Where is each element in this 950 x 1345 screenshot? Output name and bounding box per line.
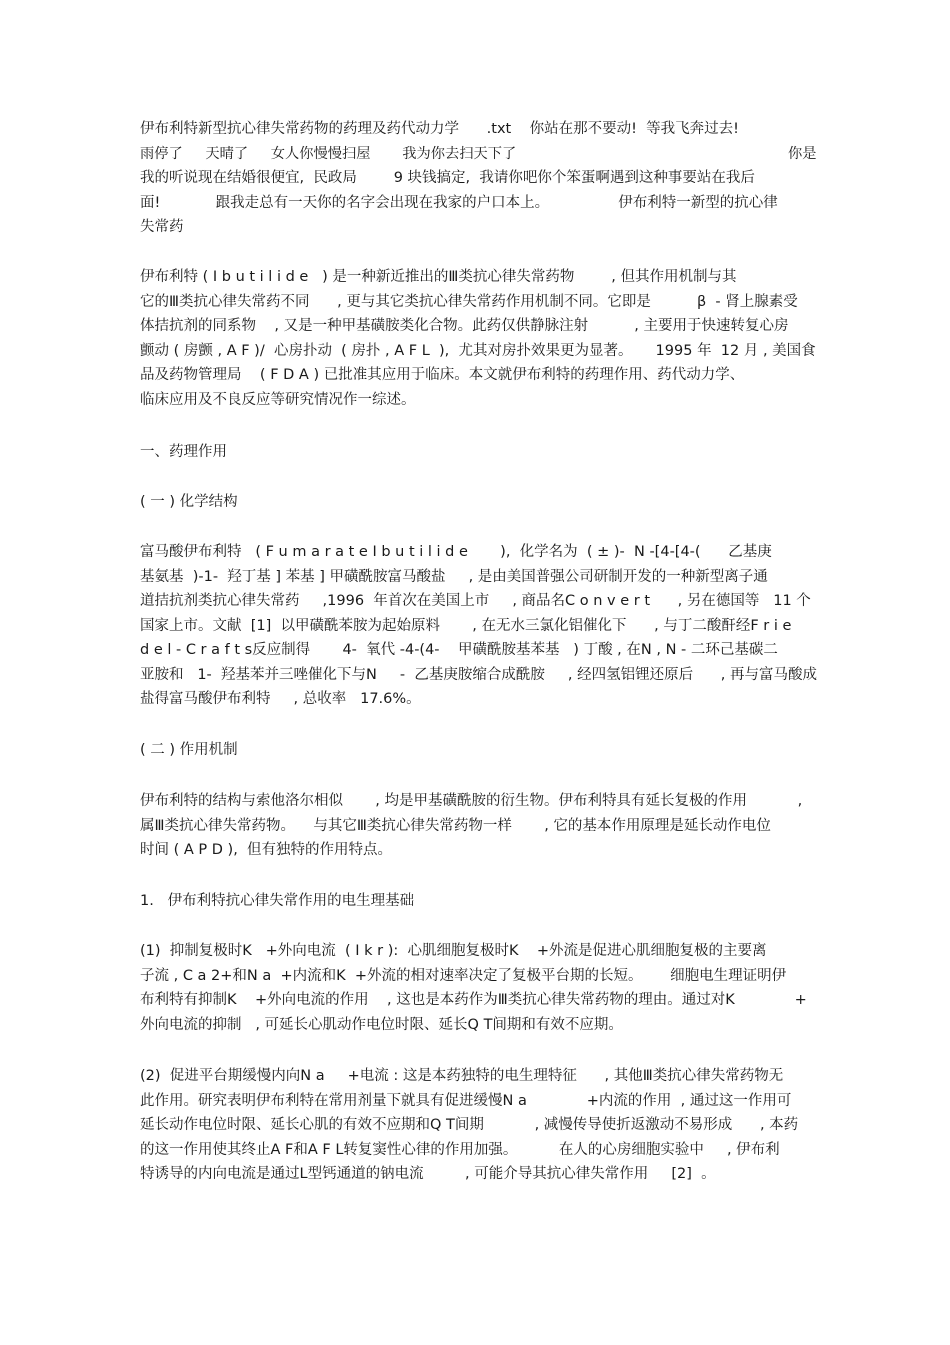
ep2-line: 特诱导的内向电流是通过L型钙通道的钠电流 , 可能介导其抗心律失常作用 [2] 。: [140, 1166, 716, 1182]
ep2-line: (2) 促进平台期缓慢内向N a +电流 : 这是本药独特的电生理特征 , 其他Ⅲ类抗心律失常药物无: [140, 1068, 784, 1084]
intro-line: 临床应用及不良反应等研究情况作一综述。: [140, 391, 416, 408]
chemistry-line: 国家上市。文献 [1] 以甲磺酰苯胺为起始原料 , 在无水三氯化铝催化下 , 与丁二酸酐经F r i e: [140, 617, 792, 634]
subsection-2-heading: ( 二 ) 作用机制: [140, 742, 238, 758]
title-line-1: 伊布利特新型抗心律失常药物的药理及药代动力学 .txt 你站在那不要动! 等我飞奔过去!: [140, 121, 739, 137]
ep1-line: 布利特有抑制K +外向电流的作用 , 这也是本药作为Ⅲ类抗心律失常药物的理由。通过对K +: [140, 992, 807, 1008]
mechanism-line: 时间 ( A P D ), 但有独特的作用特点。: [140, 842, 393, 858]
chemistry-line: 道拮抗剂类抗心律失常药 ,1996 年首次在美国上市 , 商品名C o n v e r t , 另在德国等 11 个: [140, 593, 811, 609]
chemistry-line: d e l - C r a f t s反应制得 4- 氧代 -4-(4- 甲磺酰胺基苯基 ) 丁酸 , 在N , N - 二环己基碳二: [140, 642, 778, 658]
intro-paragraph: [140, 265, 816, 412]
mechanism-line: 伊布利特的结构与索他洛尔相似 , 均是甲基磺酰胺的衍生物。伊布利特具有延长复极的作用 ,: [140, 793, 803, 809]
ep1-line: 子流 , C a 2+和N a +内流和K +外流的相对速率决定了复极平台期的长短。 细胞电生理证明伊: [140, 967, 787, 984]
mechanism-line: 属Ⅲ类抗心律失常药物。 与其它Ⅲ类抗心律失常药物一样 , 它的基本作用原理是延长动作电位: [140, 817, 771, 834]
intro-line: 伊布利特 ( I b u t i l i d e ) 是一种新近推出的Ⅲ类抗心律失常药物 , 但其作用机制与其: [140, 269, 737, 285]
item-1-heading: 1. 伊布利特抗心律失常作用的电生理基础: [140, 893, 415, 909]
ep1-line: (1) 抑制复极时K +外向电流 ( I k r ): 心肌细胞复极时K +外流是促进心肌细胞复极的主要离: [140, 943, 767, 959]
title-line-3: 我的听说现在结婚很便宜, 民政局 9 块钱搞定, 我请你吧你个笨蛋啊遇到这种事要站在我后: [140, 170, 755, 186]
electrophysiology-paragraph-2: [140, 1064, 810, 1187]
section-1-heading: 一、药理作用: [140, 444, 227, 460]
ep2-line: 延长动作电位时限、延长心肌的有效不应期和Q T间期 , 减慢传导使折返激动不易形成 , 本药: [140, 1117, 799, 1133]
electrophysiology-paragraph-1: [140, 939, 810, 1037]
chemistry-paragraph: [140, 540, 817, 712]
intro-line: 它的Ⅲ类抗心律失常药不同 , 更与其它类抗心律失常药作用机制不同。它即是 β - 肾上腺素受: [140, 293, 798, 310]
subsection-1-heading: ( 一 ) 化学结构: [140, 494, 238, 510]
ep2-line: 的这一作用使其终止A F和A F L转复窦性心律的作用加强。 在人的心房细胞实验中 , 伊布利: [140, 1141, 780, 1158]
subsection-heading: [140, 738, 810, 763]
intro-line: 体拮抗剂的同系物 , 又是一种甲基磺胺类化合物。此药仅供静脉注射 , 主要用于快速转复心房: [140, 318, 789, 334]
chemistry-line: 基氨基 )-1- 羟丁基 ] 苯基 ] 甲磺酰胺富马酸盐 , 是由美国普强公司研制开发的一种新型离子通: [140, 568, 768, 585]
chemistry-line: 富马酸伊布利特 ( F u m a r a t e I b u t i l i d e ), 化学名为 ( ± )- N -[4-[4-( 乙基庚: [140, 544, 772, 560]
title-line-2: 雨停了 天晴了 女人你慢慢扫屋 我为你去扫天下了 你是: [140, 145, 817, 162]
item-heading: [140, 889, 810, 914]
intro-line: 颤动 ( 房颤 , A F )/ 心房扑动 ( 房扑 , A F L ), 尤其对房扑效果更为显著。 1995 年 12 月 , 美国食: [140, 342, 816, 359]
title-line-4: 面! 跟我走总有一天你的名字会出现在我家的户口本上。 伊布利特一新型的抗心律: [140, 194, 778, 211]
mechanism-paragraph: [140, 789, 810, 863]
section-heading: [140, 440, 810, 465]
intro-line: 品及药物管理局 ( F D A ) 已批准其应用于临床。本文就伊布利特的药理作用、药代动力学、: [140, 367, 745, 383]
title-block: [140, 117, 817, 240]
subsection-heading: [140, 490, 810, 515]
chemistry-line: 盐得富马酸伊布利特 , 总收率 17.6%。: [140, 691, 421, 707]
ep2-line: 此作用。研究表明伊布利特在常用剂量下就具有促进缓慢N a +内流的作用 , 通过这一作用可: [140, 1092, 792, 1109]
ep1-line: 外向电流的抑制 , 可延长心肌动作电位时限、延长Q T间期和有效不应期。: [140, 1016, 623, 1033]
title-line-5: 失常药: [140, 219, 184, 235]
chemistry-line: 亚胺和 1- 羟基苯并三唑催化下与N - 乙基庚胺缩合成酰胺 , 经四氢铝锂还原后 , 再与富马酸成: [140, 666, 817, 683]
